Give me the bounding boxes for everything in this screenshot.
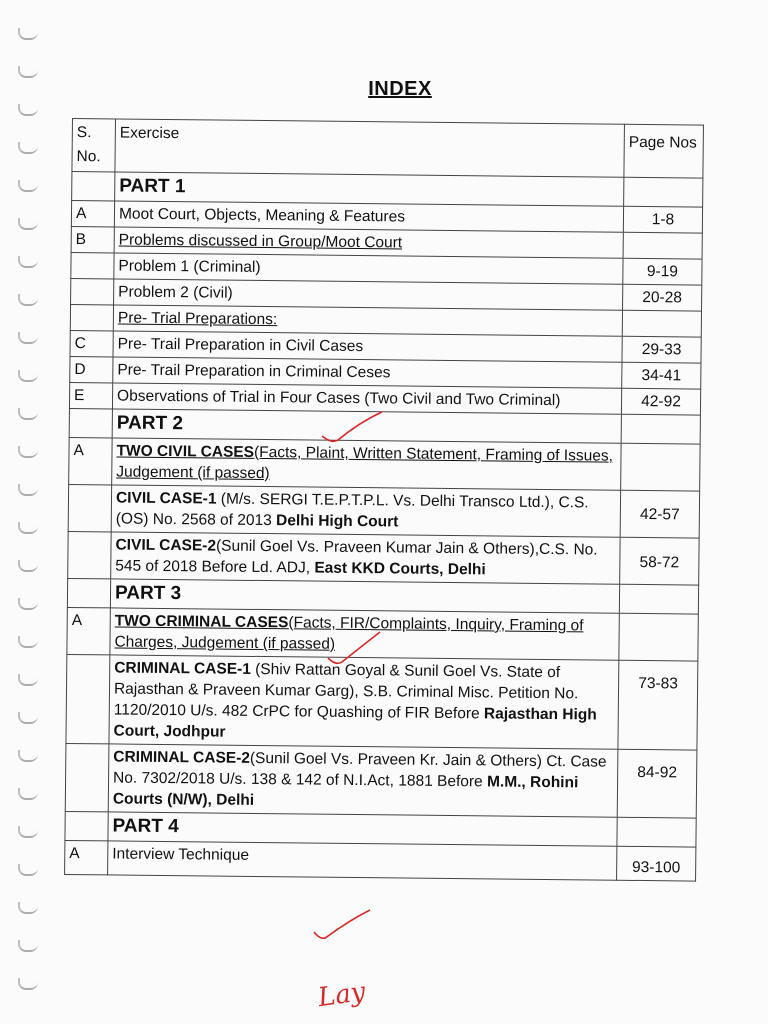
case-court: Delhi High Court bbox=[275, 512, 399, 531]
row-exercise bbox=[111, 532, 620, 584]
table-row bbox=[65, 840, 696, 881]
part-heading: PART 3 bbox=[110, 579, 619, 613]
row-exercise: Observations of Trial in Four Cases (Two Civil and Two Criminal) bbox=[112, 383, 621, 414]
row-exercise: Pre- Trial Preparations: bbox=[113, 305, 622, 336]
row-sno: B bbox=[71, 226, 114, 252]
table-row bbox=[69, 437, 700, 491]
row-exercise: Problems discussed in Group/Moot Court bbox=[114, 227, 623, 258]
row-exercise bbox=[110, 608, 619, 660]
row-pages: 42-57 bbox=[620, 490, 699, 538]
case-title: CRIMINAL CASE-1 bbox=[114, 659, 251, 678]
row-pages: 84-92 bbox=[617, 749, 697, 818]
table-header-row bbox=[72, 119, 704, 179]
row-sno: D bbox=[70, 356, 113, 382]
handwritten-signature: Lay bbox=[316, 976, 368, 1014]
row-pages: 1-8 bbox=[623, 206, 702, 233]
row-pages: 93-100 bbox=[617, 846, 696, 881]
case-desc: (Sunil Goel Vs. Praveen Kumar Jain & Others),C.S. No. 545 of 2018 Before Ld. ADJ, bbox=[115, 537, 598, 577]
row-pages: 58-72 bbox=[620, 537, 699, 585]
case-desc: (Sunil Goel Vs. Praveen Kr. Jain & Others) Ct. Case No. 7302/2018 U/s. 138 & 142 of N.I.Act, 1881 Before bbox=[113, 749, 607, 791]
row-exercise: Pre- Trail Preparation in Civil Cases bbox=[113, 331, 622, 362]
case-desc: (Shiv Rattan Goyal & Sunil Goel Vs. State of Rajasthan & Praveen Kumar Garg), S.B. Criminal Misc. Petition No. 1120/2010 U/s. 482 CrPC for Quashing of FIR Before bbox=[113, 660, 579, 723]
row-sno: A bbox=[67, 607, 110, 654]
part-heading: PART 2 bbox=[112, 409, 621, 443]
case-court: East KKD Courts, Delhi bbox=[314, 559, 486, 579]
row-exercise: Interview Technique bbox=[108, 841, 617, 880]
case-group-title: TWO CRIMINAL CASES bbox=[114, 612, 289, 632]
table-row bbox=[68, 484, 699, 538]
row-exercise bbox=[112, 438, 621, 490]
row-exercise: Problem 2 (Civil) bbox=[114, 279, 623, 310]
row-sno: A bbox=[65, 840, 108, 874]
row-exercise: Pre- Trail Preparation in Criminal Ceses bbox=[113, 357, 622, 388]
row-exercise bbox=[111, 485, 620, 537]
row-pages: 20-28 bbox=[623, 284, 702, 311]
row-exercise: Problem 1 (Criminal) bbox=[114, 253, 623, 284]
page-title: INDEX bbox=[368, 78, 432, 100]
part-heading: PART 1 bbox=[115, 172, 624, 206]
case-group-desc: (Facts, Plaint, Written Statement, Framing of Issues, Judgement (if passed) bbox=[116, 443, 614, 483]
table-row bbox=[68, 531, 699, 585]
row-exercise: Moot Court, Objects, Meaning & Features bbox=[114, 201, 623, 232]
row-pages: 73-83 bbox=[618, 660, 698, 750]
header-sno: S. No. bbox=[72, 119, 116, 172]
table-row bbox=[66, 654, 698, 750]
row-exercise bbox=[108, 744, 618, 817]
header-pages: Page Nos bbox=[624, 124, 704, 178]
header-exercise: Exercise bbox=[115, 119, 625, 177]
row-sno: E bbox=[69, 382, 112, 408]
row-sno: C bbox=[70, 330, 113, 356]
case-court: Rajasthan High Court, Jodhpur bbox=[113, 705, 597, 741]
table-row bbox=[67, 607, 698, 661]
row-sno: A bbox=[69, 437, 112, 484]
case-court: M.M., Rohini Courts (N/W), Delhi bbox=[112, 773, 579, 809]
case-group-title: TWO CIVIL CASES bbox=[116, 442, 255, 461]
row-pages: 9-19 bbox=[623, 258, 702, 285]
binder-holes bbox=[18, 20, 44, 1010]
row-pages: 29-33 bbox=[622, 336, 701, 363]
table-row bbox=[65, 743, 697, 818]
part-heading: PART 4 bbox=[108, 812, 617, 846]
row-exercise bbox=[109, 655, 619, 749]
row-pages: 34-41 bbox=[622, 362, 701, 389]
case-group-desc: (Facts, FIR/Complaints, Inquiry, Framing of Charges, Judgement (if passed) bbox=[114, 614, 584, 653]
case-title: CIVIL CASE-1 bbox=[115, 489, 217, 508]
row-sno: A bbox=[71, 201, 114, 227]
tick-mark-icon bbox=[314, 910, 370, 938]
case-title: CIVIL CASE-2 bbox=[115, 536, 217, 555]
case-desc: (M/s. SERGI T.E.P.T.P.L. Vs. Delhi Transco Ltd.), C.S. (OS) No. 2568 of 2013 bbox=[115, 490, 589, 530]
row-pages: 42-92 bbox=[621, 388, 700, 415]
case-title: CRIMINAL CASE-2 bbox=[113, 748, 251, 767]
index-table bbox=[64, 118, 704, 882]
